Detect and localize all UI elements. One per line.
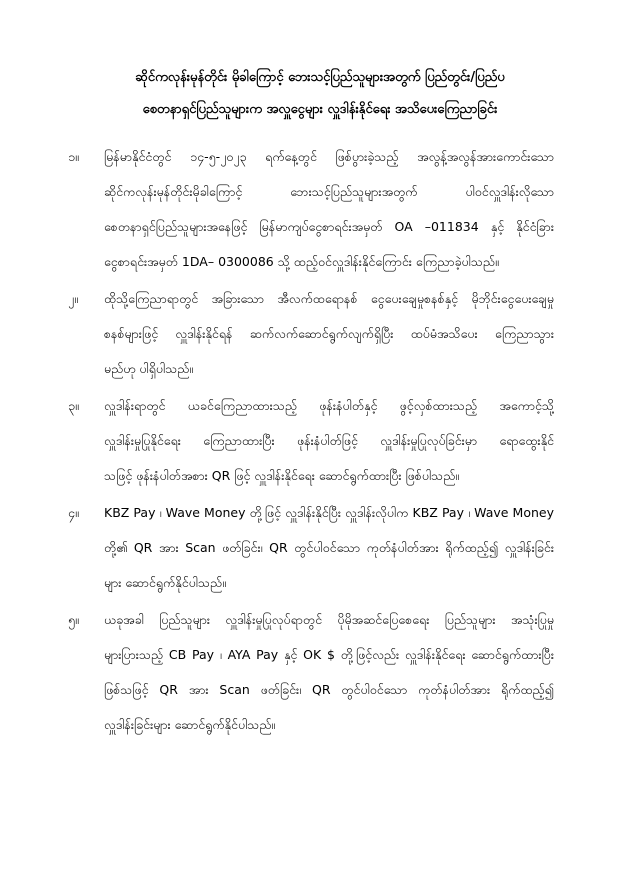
document-title-line-1: ဆိုင်ကလုန်းမုန်တိုင်း မိုခါကြောင့် ဘေးသင့်ပြည်သူများအတွက် ပြည်တွင်း/ပြည်ပ (135, 70, 505, 85)
paragraph-number: ၄။ (68, 505, 79, 520)
paragraph-line: များ ဆောင်ရွက်နိုင်ပါသည်။ (104, 575, 226, 590)
paragraph-line: ယခုအခါ ပြည်သူများ လှူဒါန်းမှုပြုလုပ်ရာတွင် ပိုမိုအဆင်ပြေစေရေး ပြည်သူများ အသုံးပြုမှု (104, 612, 554, 627)
paragraph-line: တို့၏ QR အား Scan ဖတ်ခြင်း၊ QR တွင်ပါဝင်သော ကုတ်နံပါတ်အား ရိုက်ထည့်၍ လှူဒါန်းခြင်း (104, 540, 554, 555)
paragraph-line: မည်ဟု ပါရှိပါသည်။ (104, 361, 194, 376)
paragraph-line: များပြားသည့် CB Pay ၊ AYA Pay နှင့် OK $ တို့ဖြင့်လည်း လှူဒါန်းနိုင်ရေး ဆောင်ရွက်ထားပြီး (104, 647, 554, 662)
paragraph-line: မြန်မာနိုင်ငံတွင် ၁၄-၅-၂၀၂၃ ရက်နေ့တွင် ဖြစ်ပွားခဲ့သည့် အလွန့်အလွန်အားကောင်းသော (104, 149, 554, 164)
paragraph-line: လှူဒါန်းမှုပြုနိုင်ရေး ကြေညာထားပြီး ဖုန်းနံပါတ်ဖြင့် လှူဒါန်းမှုပြုလုပ်ခြင်းမှာ ရောထွေးနိုင် (104, 433, 554, 448)
paragraph-line: စနစ်များဖြင့် လှူဒါန်းနိုင်ရန် ဆက်လက်ဆောင်ရွက်လျက်ရှိပြီး ထပ်မံအသိပေး ကြေညာသွား (104, 326, 554, 341)
paragraph-line: ဆိုင်ကလုန်းမုန်တိုင်းမိုခါကြောင့် ဘေးသင့်ပြည်သူများအတွက် ပါဝင်လှူဒါန်းလိုသော (104, 184, 554, 199)
paragraph-line: KBZ Pay ၊ Wave Money တို့ဖြင့် လှူဒါန်းနိုင်ပြီး လှူဒါန်းလိုပါက KBZ Pay ၊ Wave Money (104, 505, 554, 520)
paragraph-number: ၃။ (68, 398, 79, 413)
document-title-line-2: စေတနာရှင်ပြည်သူများက အလှူငွေများ လှူဒါန်းနိုင်ရေး အသိပေးကြေညာခြင်း (142, 102, 498, 117)
paragraph-number: ၅။ (68, 612, 79, 627)
paragraph-line: စေတနာရှင်ပြည်သူများအနေဖြင့် မြန်မာကျပ်ငွေစာရင်းအမှတ် OA –011834 နှင့် နိုင်ငံခြား (104, 219, 554, 234)
paragraph-line: ထိုသို့ကြေညာရာတွင် အခြားသော အီလက်ထရောနစ် ငွေပေးချေမှုစနစ်နှင့် မိုဘိုင်းငွေပေးချေမှု (104, 291, 554, 306)
paragraph-line: လှူဒါန်းခြင်းများ ဆောင်ရွက်နိုင်ပါသည်။ (104, 717, 276, 732)
paragraph-number: ၂။ (68, 291, 78, 306)
paragraph-line: သဖြင့် ဖုန်းနံပါတ်အစား QR ဖြင့် လှူဒါန်းနိုင်ရေး ဆောင်ရွက်ထားပြီး ဖြစ်ပါသည်။ (104, 468, 460, 483)
paragraph-line: ငွေစာရင်းအမှတ် 1DA– 0300086 သို့ ထည့်ဝင်လှူဒါန်းနိုင်ကြောင်း ကြေညာခဲ့ပါသည်။ (104, 254, 499, 269)
paragraph-line: ဖြစ်သဖြင့် QR အား Scan ဖတ်ခြင်း၊ QR တွင်ပါဝင်သော ကုတ်နံပါတ်အား ရိုက်ထည့်၍ (104, 682, 554, 697)
paragraph-number: ၁။ (68, 149, 79, 164)
paragraph-line: လှူဒါန်းရာတွင် ယခင်ကြေညာထားသည့် ဖုန်းနံပါတ်နှင့် ဖွင့်လှစ်ထားသည့် အကောင့်သို့ (104, 398, 554, 413)
